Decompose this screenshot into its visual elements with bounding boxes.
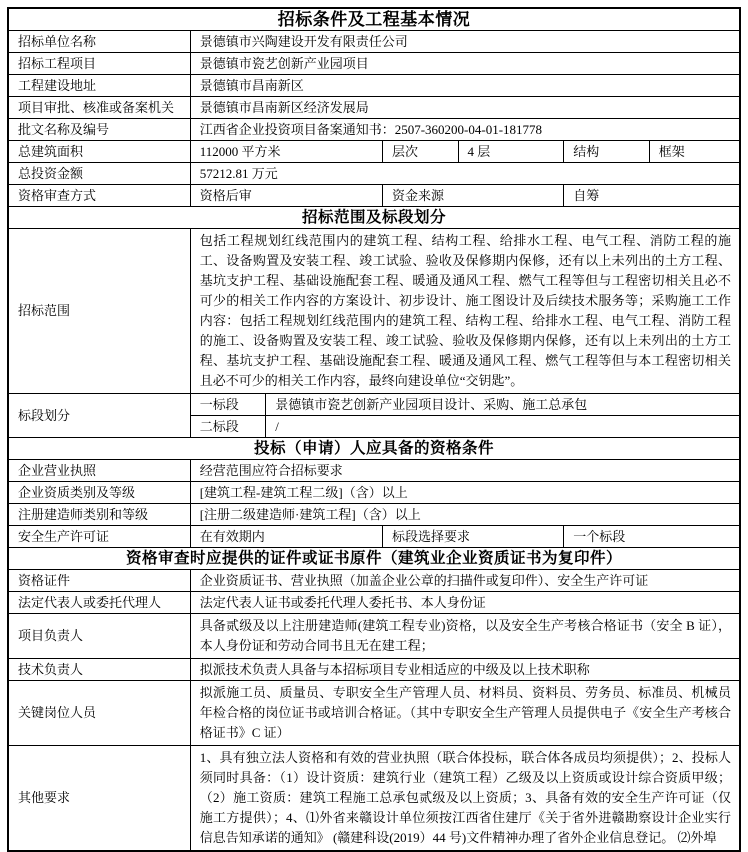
bid-info-table (7, 7, 741, 852)
legal-rep-value: 法定代表人证书或委托代理人委托书、本人身份证 (190, 591, 740, 613)
structure-label: 结构 (564, 140, 650, 162)
lot-choice-label: 标段选择要求 (383, 525, 564, 547)
lot-choice-value: 一个标段 (564, 525, 740, 547)
safety-permit-label: 安全生产许可证 (8, 525, 190, 547)
project-manager-value: 具备贰级及以上注册建造师(建筑工程专业)资格，以及安全生产考核合格证书（安全 B 证），本人身份证和劳动合同书且无在建工程； (190, 613, 740, 658)
business-license-label: 企业营业执照 (8, 459, 190, 481)
bid-document (7, 7, 741, 852)
section4-header-row (8, 547, 740, 569)
floors-value: 4 层 (458, 140, 564, 162)
row-investment (8, 162, 740, 184)
legal-rep-label: 法定代表人或委托代理人 (8, 591, 190, 613)
row-building-area (8, 140, 740, 162)
row-qualification-review (8, 184, 740, 206)
other-requirements-label: 其他要求 (8, 745, 190, 851)
row-approval-org (8, 96, 740, 118)
project-manager-label: 项目负责人 (8, 613, 190, 658)
bid-project-label: 招标工程项目 (8, 52, 190, 74)
business-license-value: 经营范围应符合招标要求 (190, 459, 740, 481)
row-bid-unit (8, 30, 740, 52)
approval-org-label: 项目审批、核准或备案机关 (8, 96, 190, 118)
investment-label: 总投资金额 (8, 162, 190, 184)
section4-title: 资格审查时应提供的证件或证书原件（建筑业企业资质证书为复印件） (8, 547, 740, 569)
key-positions-label: 关键岗位人员 (8, 680, 190, 745)
other-requirements-value: 1、具有独立法人资格和有效的营业执照（联合体投标，联合体各成员均须提供）；2、投标人须同时具备：（1）设计资质：建筑行业（建筑工程）乙级及以上资质或设计综合资质甲级；（2）施工资质：建筑工程施工总承包贰级及以上资质；3、具备有效的安全生产许可证（仅施工方提供）；4、⑴外省来赣设计单位须按江西省住建厅《关于省外进赣勘察设计企业实行信息告知承诺的通知》 (赣建科设(2019）44 号)文件精神办理了省外企业信息登记。 ⑵外埠 (190, 745, 740, 851)
floors-label: 层次 (383, 140, 459, 162)
approval-doc-label: 批文名称及编号 (8, 118, 190, 140)
enterprise-grade-label: 企业资质类别及等级 (8, 481, 190, 503)
tech-manager-label: 技术负责人 (8, 658, 190, 680)
qualification-review-label: 资格审查方式 (8, 184, 190, 206)
approval-org-value: 景德镇市昌南新区经济发展局 (190, 96, 740, 118)
safety-permit-value: 在有效期内 (190, 525, 382, 547)
key-positions-value: 拟派施工员、质量员、专职安全生产管理人员、材料员、资料员、劳务员、标准员、机械员年检合格的岗位证书或培训合格证。（其中专职安全生产管理人员提供电子《安全生产考核合格证书》C 证） (190, 680, 740, 745)
fund-source-label: 资金来源 (383, 184, 564, 206)
builder-grade-value: [注册二级建造师·建筑工程]（含）以上 (190, 503, 740, 525)
build-address-value: 景德镇市昌南新区 (190, 74, 740, 96)
bid-unit-label: 招标单位名称 (8, 30, 190, 52)
section3-header-row (8, 437, 740, 459)
section2-header-row (8, 206, 740, 228)
lot1-value: 景德镇市瓷艺创新产业园项目设计、采购、施工总承包 (266, 393, 740, 415)
document-title: 招标条件及工程基本情况 (8, 8, 740, 30)
section1-header-row (8, 8, 740, 30)
row-safety-permit (8, 525, 740, 547)
bid-project-value: 景德镇市瓷艺创新产业园项目 (190, 52, 740, 74)
fund-source-value: 自筹 (564, 184, 740, 206)
row-tech-manager (8, 658, 740, 680)
row-enterprise-grade (8, 481, 740, 503)
qual-certs-label: 资格证件 (8, 569, 190, 591)
build-address-label: 工程建设地址 (8, 74, 190, 96)
structure-value: 框架 (649, 140, 740, 162)
row-other-requirements (8, 745, 740, 851)
row-bid-project (8, 52, 740, 74)
builder-grade-label: 注册建造师类别和等级 (8, 503, 190, 525)
building-area-label: 总建筑面积 (8, 140, 190, 162)
building-area-value: 112000 平方米 (190, 140, 382, 162)
row-project-manager (8, 613, 740, 658)
lot2-label: 二标段 (190, 415, 266, 437)
investment-value: 57212.81 万元 (190, 162, 740, 184)
row-approval-doc (8, 118, 740, 140)
row-build-address (8, 74, 740, 96)
lot-division-label: 标段划分 (8, 393, 190, 437)
approval-doc-value: 江西省企业投资项目备案通知书：2507-360200-04-01-181778 (190, 118, 740, 140)
row-qual-certs (8, 569, 740, 591)
tech-manager-value: 拟派技术负责人具备与本招标项目专业相适应的中级及以上技术职称 (190, 658, 740, 680)
qualification-review-value: 资格后审 (190, 184, 382, 206)
section3-title: 投标（申请）人应具备的资格条件 (8, 437, 740, 459)
row-business-license (8, 459, 740, 481)
row-builder-grade (8, 503, 740, 525)
qual-certs-value: 企业资质证书、营业执照（加盖企业公章的扫描件或复印件）、安全生产许可证 (190, 569, 740, 591)
row-legal-rep (8, 591, 740, 613)
section2-title: 招标范围及标段划分 (8, 206, 740, 228)
lot2-value: / (266, 415, 740, 437)
bid-scope-text: 包括工程规划红线范围内的建筑工程、结构工程、给排水工程、电气工程、消防工程的施工、设备购置及安装工程、竣工试验、验收及保修期内保修，还有以上未列出的土方工程、基坑支护工程、基础设施配套工程、暖通及通风工程、燃气工程等但与工程密切相关且必不可少的相关工作内容的方案设计、初步设计、施工图设计及后续技术服务等；采购施工工作内容：包括工程规划红线范围内的建筑工程、结构工程、给排水工程、电气工程、消防工程的施工、设备购置及安装工程、竣工试验、验收及保修期内保修，还有以上未列出的土方工程、基坑支护工程、基础设施配套工程、暖通及通风工程、燃气工程等但与本工程密切相关且必不可少的相关工作内容，最终向建设单位“交钥匙”。 (190, 228, 740, 393)
bid-unit-value: 景德镇市兴陶建设开发有限责任公司 (190, 30, 740, 52)
lot1-label: 一标段 (190, 393, 266, 415)
row-bid-scope (8, 228, 740, 393)
row-key-positions (8, 680, 740, 745)
enterprise-grade-value: [建筑工程-建筑工程二级]（含）以上 (190, 481, 740, 503)
bid-scope-label: 招标范围 (8, 228, 190, 393)
row-lot1 (8, 393, 740, 415)
